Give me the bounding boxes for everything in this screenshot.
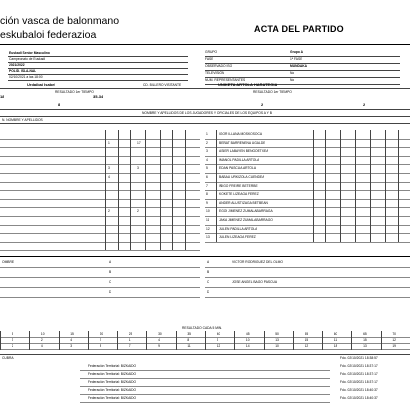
- reps-label: NUM. REPRESENTANTES: [205, 78, 246, 82]
- table-row-line: [205, 147, 410, 148]
- signature-line: [80, 394, 330, 395]
- phase-value: 1ª FASE: [290, 57, 303, 61]
- table-row-line: [0, 250, 200, 251]
- progression-cell: 50: [275, 332, 279, 336]
- official-row-line: [205, 297, 410, 298]
- away-row-name: BABAU URKIZOLA CUENDEA: [219, 175, 265, 179]
- away-roster-table: [205, 130, 410, 252]
- progression-cell: 25: [128, 332, 133, 336]
- away-row-name: KOKETE LIZEAGA FEREZ: [219, 192, 259, 197]
- away-row-number: 6: [206, 175, 208, 179]
- progression-cell: 60: [333, 332, 338, 336]
- official-row-line: [205, 287, 410, 288]
- progression-cell: 19: [392, 344, 397, 348]
- progression-cell: 3: [70, 344, 73, 348]
- progression-cell: 7: [128, 344, 131, 348]
- progression-col-line: [0, 331, 1, 350]
- info-line: [8, 62, 188, 63]
- teams-band: [0, 82, 410, 128]
- table-col-line: [130, 130, 131, 250]
- away-row-number: 9: [206, 200, 208, 205]
- away-row-number: 13: [206, 235, 210, 240]
- away-row-name: EDAN PASCUA ARTOLA: [219, 166, 257, 171]
- progression-col-line: [146, 331, 147, 350]
- progression-cell: 9: [216, 338, 219, 342]
- score-progression: [0, 326, 410, 352]
- official-row-line: [0, 267, 200, 268]
- table-row-line: [205, 190, 410, 191]
- progression-cell: 12: [216, 344, 221, 348]
- table-col-line: [398, 130, 399, 242]
- progression-cell: 30: [158, 332, 162, 336]
- progression-cell: 12: [304, 344, 309, 348]
- season: 2021/2022: [9, 63, 25, 67]
- table-row-line: [205, 199, 410, 200]
- away-row-number: 5: [206, 166, 208, 171]
- progression-cell: 20: [99, 332, 104, 336]
- official-row-line: [205, 267, 410, 268]
- official-name: VICTOR RODRIGUEZ DEL OLMO: [232, 260, 283, 264]
- progression-col-line: [59, 331, 60, 350]
- away-row-number: 8: [206, 192, 208, 197]
- away-team-name: UNIKETA ARTOLA HARATEGIA: [218, 82, 278, 87]
- group-label: GRUPO: [205, 50, 218, 54]
- band-line: [0, 88, 410, 89]
- progression-col-line: [264, 331, 265, 350]
- official-row-line: [0, 297, 200, 298]
- progression-cell: 14: [245, 344, 250, 348]
- table-row-line: [0, 173, 200, 174]
- signature-stamp: Fdo. 02/10/2021 18:37:17: [340, 364, 378, 368]
- table-col-line: [118, 130, 119, 250]
- progression-cell: 13: [363, 344, 367, 348]
- home-row-goals: 1: [108, 140, 110, 145]
- home-row-cards: 2: [137, 209, 139, 214]
- table-col-line: [216, 130, 217, 242]
- signature-line: [80, 386, 330, 387]
- table-col-line: [325, 130, 326, 242]
- signer-name: Federación Territorial: BIZKAIDO: [88, 380, 137, 384]
- progression-col-line: [88, 331, 89, 350]
- table-row-line: [0, 225, 200, 226]
- official-row-line: [0, 287, 200, 288]
- venue: POLID. ISLA-NAL: [9, 69, 37, 73]
- progression-cell: 1: [128, 338, 131, 342]
- table-row-line: [205, 164, 410, 165]
- reps-value: No: [290, 78, 295, 82]
- progression-header: RESULTADO CADA 5 MIN.: [182, 326, 223, 330]
- table-row-line: [0, 199, 200, 200]
- phase-label: FASE: [205, 57, 214, 61]
- signature-line: [80, 402, 330, 403]
- footer-left-label: CUBRA: [2, 356, 14, 360]
- away-side-number: 2: [363, 102, 366, 107]
- progression-col-line: [205, 331, 206, 350]
- away-score-label: RESULTADO 1er TIEMPO: [253, 90, 292, 94]
- official-letter: A: [109, 260, 112, 264]
- official-row-line: [205, 277, 410, 278]
- table-row-line: [205, 233, 410, 234]
- table-col-line: [355, 130, 356, 242]
- official-letter: D: [207, 290, 210, 294]
- band-line: [0, 123, 410, 124]
- away-row-number: 11: [206, 218, 210, 222]
- home-row-cards: 3: [137, 166, 139, 171]
- progression-col-line: [176, 331, 177, 350]
- home-row-goals: 2: [108, 209, 110, 214]
- progression-cell: 10: [245, 338, 250, 342]
- progression-cell: 3: [11, 338, 14, 342]
- official-letter: C: [207, 280, 210, 284]
- progression-col-line: [117, 331, 118, 350]
- table-row-line: [205, 207, 410, 208]
- group-value: Grupo A: [290, 50, 304, 54]
- away-row-name: BEÑAT BARRENENA UGALDE: [219, 140, 266, 145]
- signature-line: [80, 370, 330, 371]
- home-row-goals: 4: [108, 175, 110, 179]
- officials-label: OMBRE: [2, 260, 15, 264]
- signature-stamp: Fdo. 02/10/2021 18:38:57: [340, 356, 378, 360]
- competition: Euskadi Senior Masculino: [9, 51, 50, 55]
- table-col-line: [385, 130, 386, 242]
- official-row-line: [0, 277, 200, 278]
- officials-divider: [0, 256, 410, 257]
- progression-col-line: [293, 331, 294, 350]
- table-row-line: [0, 156, 200, 157]
- away-row-name: ASIER LABAYEN BENGOETXEA: [219, 149, 269, 154]
- table-row-line: [0, 182, 200, 183]
- progression-cell: 35: [187, 332, 192, 336]
- away-row-number: 4: [206, 157, 208, 162]
- home-side-number: 18: [0, 94, 5, 99]
- progression-cell: 18: [333, 344, 338, 348]
- half-score-label: RESULTADO 1er TIEMPO: [55, 90, 94, 94]
- progression-col-line: [351, 331, 352, 350]
- tv-label: TELEVISIÓN: [205, 71, 225, 75]
- table-col-line: [145, 130, 146, 250]
- signature-line: [80, 378, 330, 379]
- progression-cell: 15: [304, 338, 309, 342]
- official-name: JOSE ANGEL BAGO PASCUA: [232, 280, 278, 284]
- official-letter: B: [109, 270, 112, 274]
- observer-value: MUNDAKA: [290, 64, 308, 68]
- band-line: [0, 109, 410, 110]
- progression-cell: 45: [245, 332, 250, 336]
- left-col-header: N. NOMBRE Y APELLIDOS: [2, 118, 43, 122]
- info-line: [205, 56, 400, 57]
- info-line: [205, 70, 400, 71]
- progression-col-line: [381, 331, 382, 350]
- away-row-name: IÑIGO FREIRE BETERBE: [219, 183, 258, 188]
- progression-cell: 15: [363, 338, 367, 342]
- progression-cell: 11: [333, 338, 338, 342]
- official-letter: D: [109, 290, 112, 294]
- signer-name: Federación Territorial: BIZKAIDO: [88, 396, 137, 400]
- official-letter: A: [207, 260, 210, 264]
- away-row-name: ANDER ALUSTIZAGA BETBEAN: [219, 200, 268, 205]
- away-total: 2: [261, 102, 264, 107]
- progression-cell: 10: [40, 332, 45, 336]
- away-row-name: JAKA JIMENEZ ZUMALABARRAGO: [219, 218, 273, 222]
- home-team-name: Urdaibai Isabel: [27, 82, 56, 87]
- away-officials: [205, 258, 410, 318]
- signature-stamp: Fdo. 02/10/2021 18:37:17: [340, 380, 378, 384]
- away-row-number: 12: [206, 226, 210, 231]
- progression-cell: 9: [158, 344, 160, 348]
- away-row-number: 1: [206, 132, 208, 136]
- signature-stamp: Fdo. 02/10/2021 18:37:17: [340, 372, 378, 376]
- progression-cell: 13: [275, 338, 279, 342]
- players-header: NOMBRE Y APELLIDOS DE LOS JUGADORES Y OFICIALES DE LOS EQUIPOS A Y B: [142, 111, 272, 115]
- table-row-line: [205, 139, 410, 140]
- home-row-goals: 3: [108, 166, 110, 171]
- official-letter: C: [109, 280, 112, 284]
- table-row-line: [0, 139, 200, 140]
- match-date: 02/10/2021 a las 18:00: [9, 75, 43, 79]
- progression-cell: 7: [99, 338, 102, 342]
- progression-cell: 4: [158, 338, 160, 342]
- progression-cell: 55: [304, 332, 309, 336]
- progression-cell: 11: [187, 344, 191, 348]
- table-row-line: [205, 242, 410, 243]
- progression-cell: 8: [99, 344, 102, 348]
- federation-name-eu: eskubaloi federazioa: [0, 29, 97, 41]
- away-row-name: IGOR ILLANA MOSKOSOCA: [219, 132, 263, 136]
- official-letter: B: [207, 270, 210, 274]
- progression-cell: 4: [70, 338, 73, 342]
- signature-stamp: Fdo. 02/10/2021 18:40:37: [340, 388, 378, 392]
- away-row-number: 7: [206, 183, 208, 188]
- home-roster-table: [0, 130, 200, 252]
- table-row-line: [0, 242, 200, 243]
- progression-cell: 40: [216, 332, 221, 336]
- away-row-name: JULEN LIZEAGA FEREZ: [219, 235, 256, 240]
- signature-stamp: Fdo. 02/10/2021 18:40:37: [340, 396, 378, 400]
- tv-value: No: [290, 71, 295, 75]
- progression-cell: 15: [70, 332, 74, 336]
- table-col-line: [340, 130, 341, 242]
- table-col-line: [313, 130, 314, 242]
- observer-label: OBSERVADO ISO: [205, 64, 233, 68]
- progression-cell: 2: [11, 344, 14, 348]
- home-total: 8: [58, 102, 61, 107]
- away-row-number: 10: [206, 209, 210, 214]
- table-row-line: [0, 164, 200, 165]
- info-line: [8, 56, 188, 57]
- info-line: [8, 68, 188, 69]
- signer-name: Federación Territorial: BIZKAIDO: [88, 372, 137, 376]
- table-row-line: [0, 207, 200, 208]
- progression-cell: 2: [40, 338, 43, 342]
- info-line: [205, 77, 400, 78]
- away-row-name: JULEN PADILLA ARTOLA: [219, 226, 258, 231]
- progression-cell: 70: [392, 332, 397, 336]
- table-row-line: [205, 173, 410, 174]
- table-row-line: [0, 147, 200, 148]
- table-col-line: [172, 130, 173, 250]
- table-row-line: [205, 216, 410, 217]
- signer-name: Federación Territorial: BIZKAIDO: [88, 388, 137, 392]
- band-line: [0, 116, 410, 117]
- signer-name: Federación Territorial: BIZKAIDO: [88, 364, 137, 368]
- away-row-name: IMANOL PADILLA ARTOLA: [219, 157, 260, 162]
- progression-col-line: [322, 331, 323, 350]
- table-col-line: [370, 130, 371, 242]
- home-team-label: CD. BILLERO VISITANTE: [143, 83, 182, 87]
- table-row-line: [205, 182, 410, 183]
- table-col-line: [105, 130, 106, 250]
- progression-cell: 65: [363, 332, 367, 336]
- table-row-line: [0, 190, 200, 191]
- away-row-name: EGOI JIMENEZ ZUMALABARRAGA: [219, 209, 273, 214]
- document-title: ACTA DEL PARTIDO: [254, 24, 344, 34]
- signatures: [0, 354, 410, 410]
- progression-cell: 12: [392, 338, 397, 342]
- table-row-line: [205, 156, 410, 157]
- table-col-line: [185, 130, 186, 250]
- final-score: 35-34: [93, 94, 104, 99]
- home-row-cards: 17: [137, 140, 141, 145]
- away-row-number: 3: [206, 149, 208, 154]
- progression-cell: 8: [187, 338, 190, 342]
- table-row-line: [0, 233, 200, 234]
- progression-cell: 4: [40, 344, 43, 348]
- progression-col-line: [234, 331, 235, 350]
- info-line: [8, 74, 188, 75]
- progression-col-line: [29, 331, 30, 350]
- federation-name-es: ción vasca de balonmano: [0, 15, 120, 27]
- progression-cell: 10: [275, 344, 279, 348]
- table-row-line: [0, 216, 200, 217]
- table-col-line: [160, 130, 161, 250]
- progression-cell: 5: [11, 332, 14, 336]
- away-row-number: 2: [206, 140, 208, 145]
- table-row-line: [205, 225, 410, 226]
- home-officials: [0, 258, 200, 318]
- subcompetition: Campeonato de Euskadi: [9, 57, 46, 61]
- info-line: [205, 63, 400, 64]
- info-line: [8, 80, 188, 81]
- header-divider: [0, 44, 410, 45]
